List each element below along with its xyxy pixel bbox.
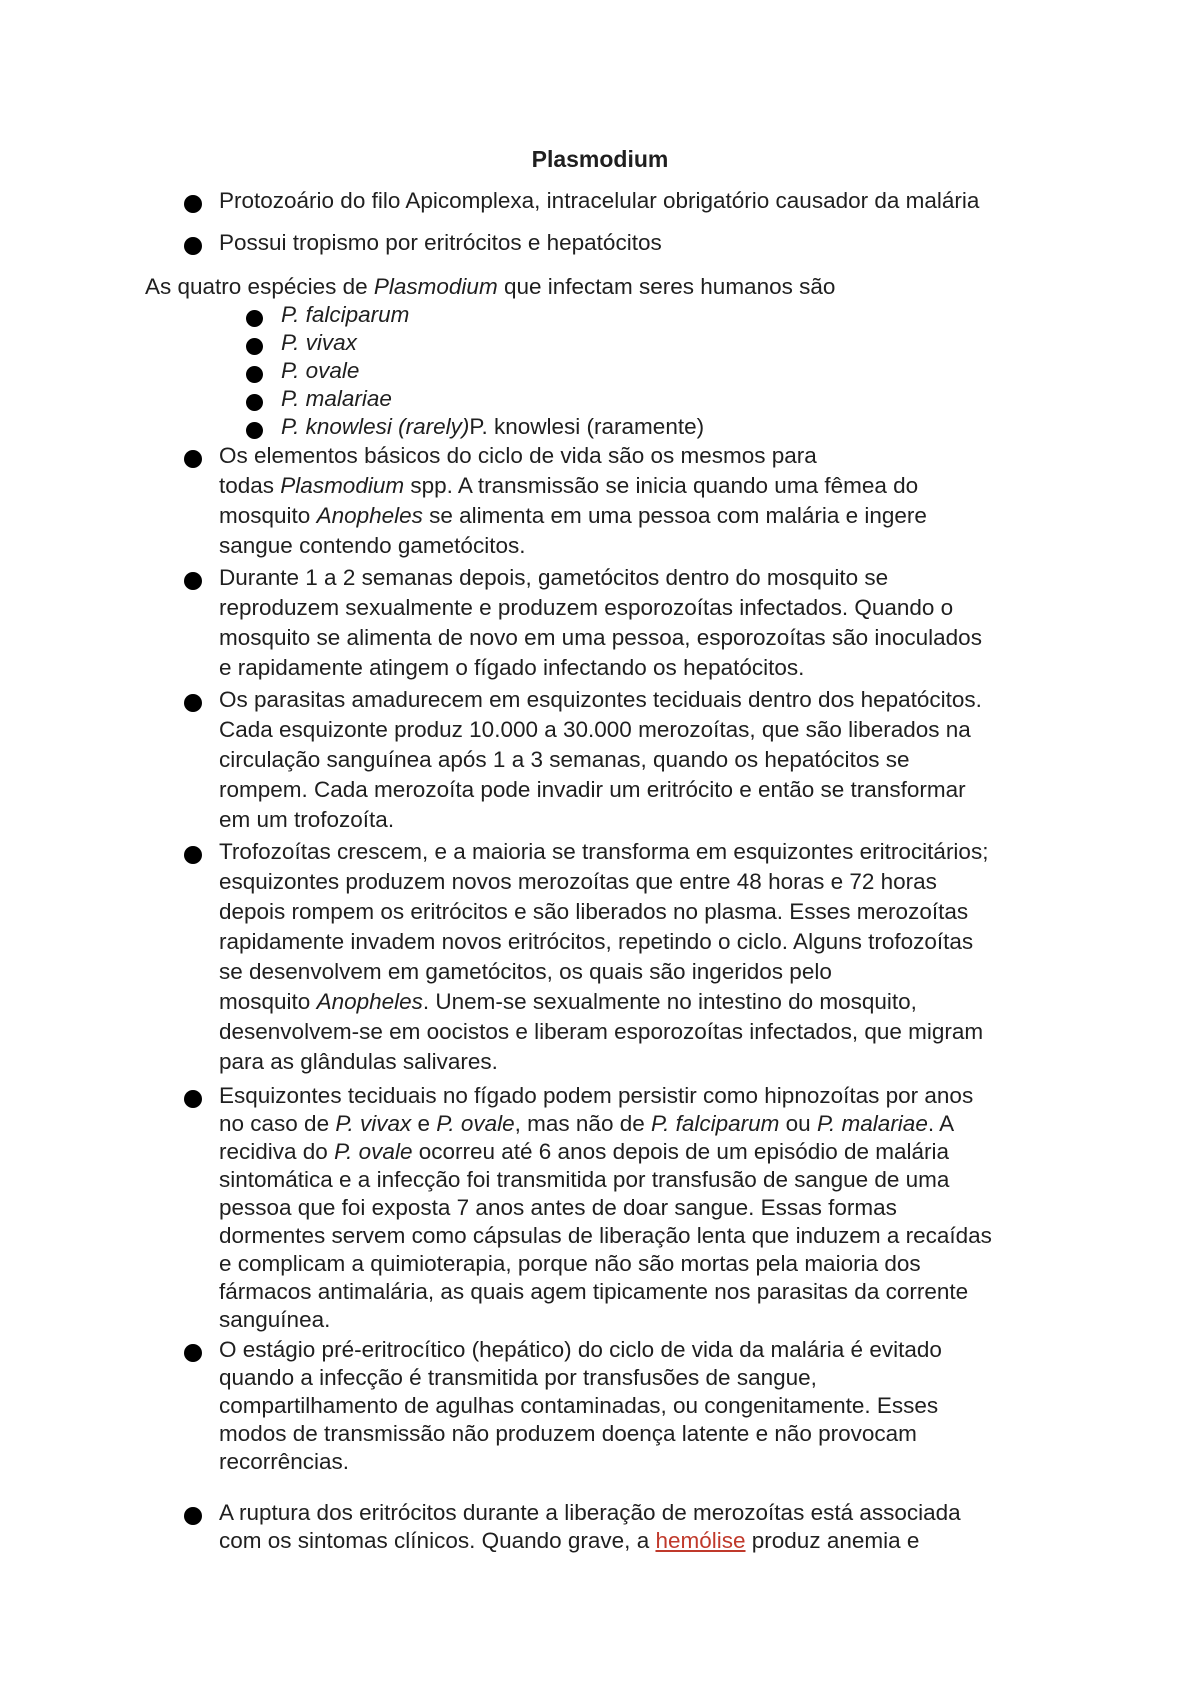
text-line: Esquizontes teciduais no fígado podem persistir como hipnozoítas por anos [219,1083,974,1108]
text-line: quando a infecção é transmitida por transfusões de sangue, [219,1365,817,1390]
text-line: fármacos antimalária, as quais agem tipicamente nos parasitas da corrente [219,1279,969,1304]
bullet-icon [184,1344,202,1362]
text-line [219,1527,1099,1555]
text-line: em um trofozoíta. [219,807,395,832]
paragraph-trophozoites [219,837,1099,1077]
text-line: para as glândulas salivares. [219,1049,498,1074]
text-line [219,1110,1099,1138]
paragraph-schizonts [219,685,1099,835]
bullet-text: Protozoário do filo Apicomplexa, intracelular obrigatório causador da malária [219,188,980,213]
text-line: com os sintomas clínicos. Quando grave, a [219,1528,656,1553]
text-line: O estágio pré-eritrocítico (hepático) do ciclo de vida da malária é evitado [219,1337,942,1362]
text-line: Plasmodium [373,274,498,299]
text-line: modos de transmissão não produzem doença latente e não provocam [219,1421,917,1446]
species-item: P. ovale [281,358,360,383]
text-line [219,501,1099,531]
bullet-icon [184,450,202,468]
text-line: produz anemia e [745,1528,920,1553]
text-line: dormentes servem como cápsulas de liberação lenta que induzem a recaídas [219,1223,992,1248]
text-line: depois rompem os eritrócitos e são liberados no plasma. Esses merozoítas [219,899,969,924]
text-line [219,471,1099,501]
bullet-icon [246,366,263,383]
bullet-icon [246,338,263,355]
text-line: P. falciparum [651,1111,780,1136]
text-line: recorrências. [219,1449,350,1474]
paragraph-life-cycle [219,441,1099,561]
page-title: Plasmodium [531,146,669,172]
text-line: reproduzem sexualmente e produzem esporozoítas infectados. Quando o [219,595,954,620]
text-line: ou [779,1111,817,1136]
text-line: P. vivax [335,1111,412,1136]
text-line: recidiva do [219,1139,335,1164]
bullet-icon [184,1507,202,1525]
bullet-text: Possui tropismo por eritrócitos e hepatócitos [219,230,662,255]
text-line: spp. A transmissão se inicia quando uma fêmea do [404,473,919,498]
text-line: compartilhamento de agulhas contaminadas, ou congenitamente. Esses [219,1393,939,1418]
hemolise-link[interactable]: hemólise [655,1528,746,1553]
text-line: . Unem-se sexualmente no intestino do mosquito, [422,989,917,1014]
text-line: se desenvolvem em gametócitos, os quais são ingeridos pelo [219,959,832,984]
text-line: circulação sanguínea após 1 a 3 semanas, quando os hepatócitos se [219,747,910,772]
text-line: esquizontes produzem novos merozoítas que entre 48 horas e 72 horas [219,869,937,894]
text-line: As quatro espécies de [145,274,374,299]
text-line: e complicam a quimioterapia, porque não são mortas pela maioria dos [219,1251,921,1276]
text-line: A ruptura dos eritrócitos durante a liberação de merozoítas está associada [219,1500,961,1525]
species-item: P. malariae [281,386,392,411]
text-line: Anopheles [316,503,423,528]
text-line: pessoa que foi exposta 7 anos antes de doar sangue. Essas formas [219,1195,897,1220]
text-line: Trofozoítas crescem, e a maioria se transforma em esquizontes eritrocitários; [219,839,989,864]
text-line: e [411,1111,437,1136]
text-line: se alimenta em uma pessoa com malária e ingere [422,503,927,528]
bullet-icon [246,422,263,439]
text-line: Plasmodium [280,473,405,498]
bullet-icon [184,1090,202,1108]
text-line: P. ovale [334,1139,413,1164]
bullet-icon [184,237,202,255]
text-line: todas [219,473,281,498]
text-line: mosquito [219,989,317,1014]
text-line: Cada esquizonte produz 10.000 a 30.000 merozoítas, que são liberados na [219,717,971,742]
text-line: mosquito [219,503,317,528]
text-line: sanguínea. [219,1307,331,1332]
text-line: mosquito se alimenta de novo em uma pessoa, esporozoítas são inoculados [219,625,982,650]
bullet-icon [246,394,263,411]
bullet-icon [184,846,202,864]
text-line: rapidamente invadem novos eritrócitos, repetindo o ciclo. Alguns trofozoítas [219,929,974,954]
text-line: Os parasitas amadurecem em esquizontes teciduais dentro dos hepatócitos. [219,687,982,712]
species-item: P. falciparum [281,302,410,327]
text-line: que infectam seres humanos são [497,274,836,299]
text-line: no caso de [219,1111,336,1136]
bullet-icon [184,195,202,213]
bullet-icon [184,694,202,712]
species-item [281,414,704,440]
text-line [219,987,1099,1017]
paragraph-hypnozoites [219,1082,1099,1334]
text-line: ocorreu até 6 anos depois de um episódio de malária [412,1139,950,1164]
paragraph-rupture [219,1499,1099,1555]
text-line: desenvolvem-se em oocistos e liberam esporozoítas infectados, que migram [219,1019,984,1044]
species-item: P. vivax [281,330,357,355]
bullet-icon [246,310,263,327]
species-intro [145,272,835,302]
text-line: P. malariae [816,1111,928,1136]
text-line: P. knowlesi (rarely) [281,414,470,439]
text-line: , mas não de [514,1111,651,1136]
text-line: sintomática e a infecção foi transmitida por transfusão de sangue de uma [219,1167,950,1192]
text-line: Anopheles [316,989,423,1014]
text-line: P. knowlesi (raramente) [469,414,705,439]
paragraph-mosquito [219,563,1099,683]
text-line: . A [927,1111,955,1136]
bullet-icon [184,572,202,590]
text-line: Os elementos básicos do ciclo de vida são os mesmos para [219,443,817,468]
text-line [219,1138,1099,1166]
text-line: rompem. Cada merozoíta pode invadir um eritrócito e então se transformar [219,777,966,802]
text-line: sangue contendo gametócitos. [219,533,526,558]
paragraph-pre-erythrocytic [219,1336,1099,1476]
text-line: Durante 1 a 2 semanas depois, gametócitos dentro do mosquito se [219,565,889,590]
text-line: P. ovale [436,1111,515,1136]
text-line: e rapidamente atingem o fígado infectando os hepatócitos. [219,655,805,680]
